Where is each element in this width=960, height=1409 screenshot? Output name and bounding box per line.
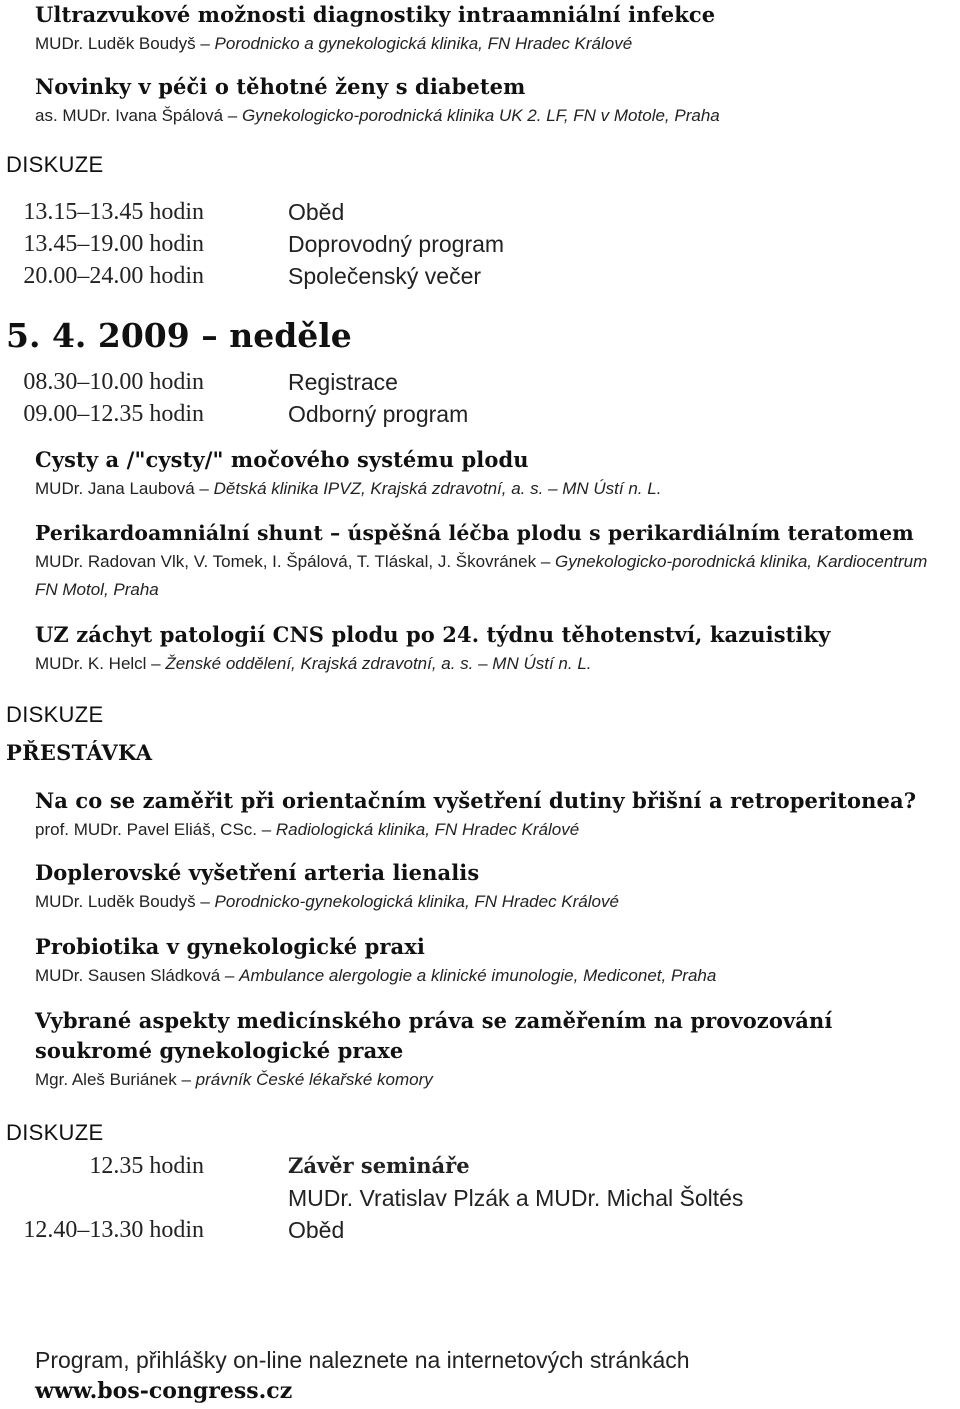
schedule-time: 13.15–13.45 hodin xyxy=(23,199,204,225)
schedule-time: 20.00–24.00 hodin xyxy=(23,263,204,289)
footer-text: Program, přihlášky on-line naleznete na internetových stránkách xyxy=(35,1347,690,1373)
schedule-row xyxy=(0,1182,960,1214)
schedule-row xyxy=(0,260,960,292)
schedule-row xyxy=(0,1150,960,1182)
schedule-time: 08.30–10.00 hodin xyxy=(23,369,204,395)
talk-author: Mgr. Aleš Buriánek – právník České lékařské komory xyxy=(35,1070,433,1089)
talk-item xyxy=(35,786,955,844)
talk-title: UZ záchyt patologií CNS plodu po 24. týdnu těhotenství, kazuistiky xyxy=(35,622,831,647)
talk-author: MUDr. K. Helcl – Ženské oddělení, Krajská zdravotní, a. s. – MN Ústí n. L. xyxy=(35,654,592,673)
talk-author: MUDr. Luděk Boudyš – Porodnicko a gynekologická klinika, FN Hradec Králové xyxy=(35,34,633,53)
talk-title: Perikardoamniální shunt – úspěšná léčba plodu s perikardiálním teratomem xyxy=(35,521,914,545)
talk-title: Novinky v péči o těhotné ženy s diabetem xyxy=(35,74,526,99)
schedule-activity: Společenský večer xyxy=(288,263,482,289)
discussion-label: DISKUZE xyxy=(6,702,104,727)
schedule-time: 12.40–13.30 hodin xyxy=(23,1217,204,1243)
talk-title: Vybrané aspekty medicínského práva se zaměřením na provozování soukromé gynekologické praxe xyxy=(35,1008,833,1063)
discussion-label: DISKUZE xyxy=(6,1120,104,1145)
schedule-activity: Doprovodný program xyxy=(288,231,505,257)
discussion-label: DISKUZE xyxy=(6,152,104,177)
schedule-row xyxy=(0,196,960,228)
schedule-time: 09.00–12.35 hodin xyxy=(23,401,204,427)
talk-item xyxy=(35,445,955,503)
talk-item xyxy=(35,620,955,678)
schedule-activity: Oběd xyxy=(288,1217,345,1243)
footer xyxy=(35,1344,935,1406)
schedule-activity: Odborný program xyxy=(288,401,469,427)
break-label: PŘESTÁVKA xyxy=(6,740,153,765)
schedule-row xyxy=(0,228,960,260)
schedule-time: 12.35 hodin xyxy=(89,1153,204,1179)
schedule-row xyxy=(0,1214,960,1246)
schedule-activity: Závěr semináře xyxy=(288,1153,470,1178)
talk-item xyxy=(35,0,955,58)
website-link[interactable]: www.bos-congress.cz xyxy=(35,1378,293,1404)
talk-author: MUDr. Sausen Sládková – Ambulance alergologie a klinické imunologie, Mediconet, Praha xyxy=(35,966,717,985)
talk-title: Cysty a /"cysty/" močového systému plodu xyxy=(35,447,529,472)
talk-author: prof. MUDr. Pavel Eliáš, CSc. – Radiologická klinika, FN Hradec Králové xyxy=(35,820,580,839)
talk-item xyxy=(35,932,955,990)
schedule-row xyxy=(0,366,960,398)
schedule-row xyxy=(0,398,960,430)
talk-author: MUDr. Luděk Boudyš – Porodnicko-gynekologická klinika, FN Hradec Králové xyxy=(35,892,619,911)
talk-item xyxy=(35,858,955,916)
schedule-activity: Oběd xyxy=(288,199,345,225)
talk-author: MUDr. Radovan Vlk, V. Tomek, I. Špálová, T. Tláskal, J. Škovránek – Gynekologicko-porodnická klinika, Kardiocentrum FN Motol, Praha xyxy=(35,552,928,599)
schedule-activity: MUDr. Vratislav Plzák a MUDr. Michal Šoltés xyxy=(288,1185,744,1211)
talk-item xyxy=(35,518,955,604)
talk-title: Na co se zaměřit při orientačním vyšetření dutiny břišní a retroperitonea? xyxy=(35,788,917,813)
talk-item xyxy=(35,72,955,130)
talk-title: Ultrazvukové možnosti diagnostiky intraamniální infekce xyxy=(35,2,716,27)
talk-title: Probiotika v gynekologické praxi xyxy=(35,934,425,959)
day-heading: 5. 4. 2009 – neděle xyxy=(6,316,352,355)
talk-author: as. MUDr. Ivana Špálová – Gynekologicko-porodnická klinika UK 2. LF, FN v Motole, Praha xyxy=(35,106,720,125)
talk-author: MUDr. Jana Laubová – Dětská klinika IPVZ, Krajská zdravotní, a. s. – MN Ústí n. L. xyxy=(35,479,662,498)
talk-item xyxy=(35,1006,875,1094)
schedule-time: 13.45–19.00 hodin xyxy=(23,231,204,257)
talk-title: Doplerovské vyšetření arteria lienalis xyxy=(35,860,480,885)
schedule-activity: Registrace xyxy=(288,369,398,395)
